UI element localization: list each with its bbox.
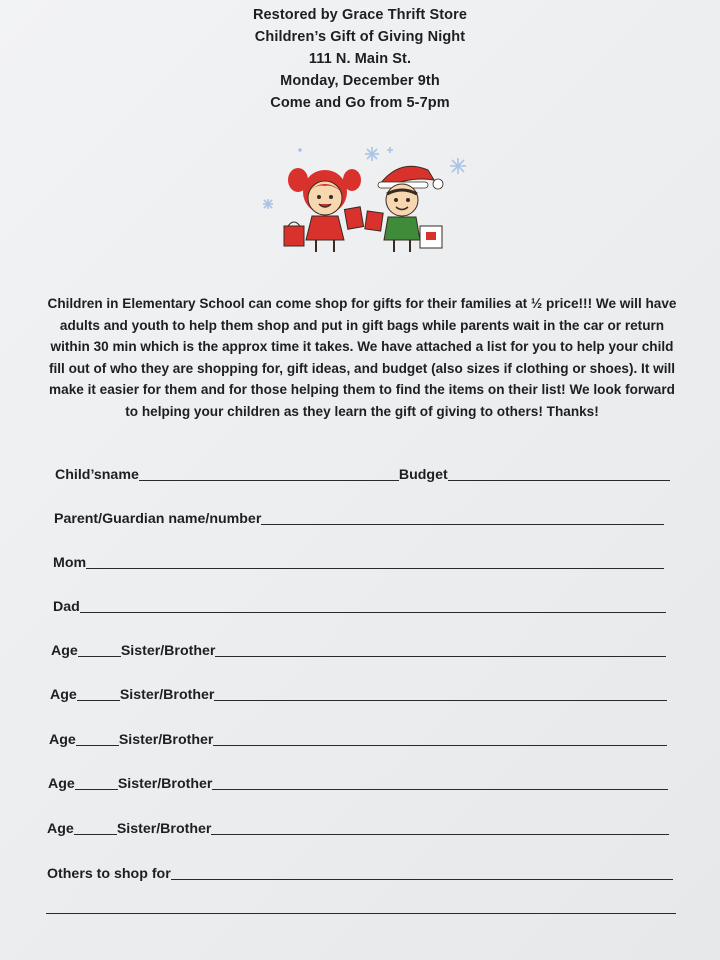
- others-row: [47, 866, 673, 882]
- sibling-row: [49, 732, 667, 748]
- age-label: Age: [47, 821, 74, 837]
- sibling-label: Sister/Brother: [117, 776, 213, 792]
- age-label: Age: [49, 732, 76, 748]
- parent-guardian-field[interactable]: [261, 523, 664, 525]
- boy-figure: [365, 166, 443, 252]
- sibling-field[interactable]: [211, 833, 669, 835]
- dad-field[interactable]: [80, 611, 666, 613]
- sibling-label: Sister/Brother: [120, 643, 216, 659]
- childs-name-label: Child’sname: [55, 467, 139, 483]
- age-label: Age: [51, 643, 78, 659]
- sibling-label: Sister/Brother: [119, 687, 215, 703]
- age-field[interactable]: [77, 699, 120, 701]
- sibling-field[interactable]: [212, 788, 668, 790]
- budget-label: Budget: [398, 467, 448, 483]
- sibling-label: Sister/Brother: [118, 732, 214, 748]
- childs-name-field[interactable]: [139, 479, 399, 481]
- age-field[interactable]: [78, 655, 121, 657]
- budget-field[interactable]: [448, 479, 670, 481]
- sibling-field[interactable]: [215, 655, 666, 657]
- age-field[interactable]: [75, 788, 118, 790]
- others-label: Others to shop for: [47, 866, 171, 882]
- store-name: Restored by Grace Thrift Store: [252, 7, 468, 23]
- age-label: Age: [50, 687, 77, 703]
- children-shopping-christmas-icon: [250, 140, 480, 265]
- dad-row: [53, 599, 666, 615]
- event-title: Children’s Gift of Giving Night: [254, 29, 466, 45]
- age-label: Age: [48, 776, 75, 792]
- age-field[interactable]: [74, 833, 117, 835]
- sibling-label: Sister/Brother: [116, 821, 212, 837]
- event-time: Come and Go from 5-7pm: [270, 95, 450, 111]
- sibling-row: [50, 687, 667, 703]
- girl-figure: [284, 168, 364, 252]
- parent-guardian-label: Parent/Guardian name/number: [54, 511, 262, 527]
- event-address: 111 N. Main St.: [308, 51, 412, 67]
- extra-blank-field[interactable]: [46, 912, 676, 914]
- age-field[interactable]: [76, 744, 119, 746]
- extra-blank-row: [46, 912, 676, 916]
- mom-label: Mom: [53, 555, 87, 571]
- others-field[interactable]: [171, 878, 673, 880]
- sibling-row: [48, 776, 668, 792]
- mom-field[interactable]: [86, 567, 664, 569]
- flyer-header: [0, 4, 720, 114]
- parent-guardian-row: [54, 511, 664, 527]
- childs-name-row: [55, 467, 670, 483]
- sibling-field[interactable]: [213, 744, 667, 746]
- intro-paragraph: Children in Elementary School can come shop for gifts for their families at ½ price!!! We will have adults and youth to help them shop and put in gift bags while parents wait in the car or return within 30 min which is the approx time it takes. We have attached a list for you to help your child fill out of who they are shopping for, gift ideas, and budget (also sizes if clothing or shoes). It will make it easier for them and for those helping them to find the items on their list! We look forward to helping your children as they learn the gift of giving to others! Thanks!: [47, 296, 677, 419]
- event-date: Monday, December 9th: [280, 73, 440, 89]
- sibling-row: [47, 821, 669, 837]
- mom-row: [53, 555, 664, 571]
- sibling-field[interactable]: [214, 699, 667, 701]
- dad-label: Dad: [53, 599, 80, 615]
- sibling-row: [51, 643, 666, 659]
